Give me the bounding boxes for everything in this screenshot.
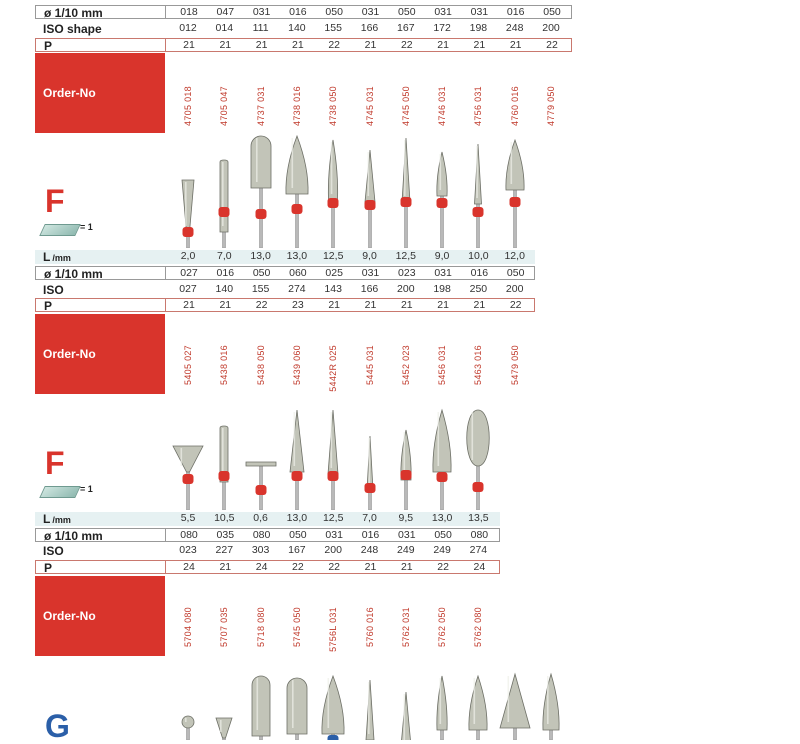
p-cell: 21 <box>328 299 341 311</box>
order-number: 4705 018 <box>183 86 193 126</box>
p-cell: 22 <box>509 299 522 311</box>
order-number: 5439 060 <box>291 345 302 385</box>
order-number: 5438 016 <box>219 345 230 385</box>
diameter-cell: 031 <box>398 529 416 541</box>
diameter-cell: 016 <box>361 529 380 541</box>
iso-row <box>165 22 572 36</box>
bur-image <box>497 672 533 740</box>
bur-image <box>170 134 206 248</box>
bur-image <box>170 404 206 510</box>
order-no-box: Order-No <box>35 314 165 394</box>
length-cell: 13,0 <box>286 512 308 524</box>
stone-icon <box>39 224 81 236</box>
p-row <box>165 560 500 574</box>
bur-image <box>315 134 351 248</box>
length-cell: 0,6 <box>253 512 268 524</box>
bur-image <box>279 404 315 510</box>
diameter-cell: 027 <box>180 267 198 279</box>
order-number: 5463 016 <box>473 345 484 385</box>
bur-image <box>388 404 424 510</box>
diameter-cell: 031 <box>325 529 343 541</box>
length-cell: 13,5 <box>468 512 489 524</box>
diameter-cell: 031 <box>361 267 380 279</box>
diameter-cell: 031 <box>434 267 452 279</box>
iso-cell: 172 <box>433 22 451 34</box>
bur-drawing <box>460 672 496 740</box>
iso-cell: 012 <box>179 22 197 34</box>
diameter-cell: 031 <box>252 6 271 18</box>
iso-cell: 227 <box>215 544 234 556</box>
bur-drawing <box>243 672 279 740</box>
order-number: 5756L 031 <box>328 607 339 652</box>
diameter-cell: 050 <box>252 267 271 279</box>
bur-drawing <box>243 404 279 510</box>
bur-image <box>497 134 533 248</box>
length-cell: 13,0 <box>431 512 453 524</box>
p-cell: 22 <box>328 561 341 573</box>
order-number: 4760 016 <box>509 86 520 126</box>
order-number: 5707 035 <box>219 607 230 647</box>
bur-drawing <box>206 404 242 510</box>
p-cell: 24 <box>255 561 268 573</box>
bur-drawing <box>206 134 242 248</box>
p-cell: 21 <box>437 39 449 51</box>
p-cell: 21 <box>219 39 232 51</box>
diameter-cell: 050 <box>434 529 452 541</box>
iso-cell: 111 <box>252 22 269 34</box>
order-number: 5452 023 <box>400 345 411 385</box>
bur-image <box>315 404 351 510</box>
diameter-cell: 018 <box>180 6 198 18</box>
diameter-cell: 016 <box>216 267 235 279</box>
iso-cell: 155 <box>324 22 342 34</box>
bur-image <box>424 672 460 740</box>
stone-icon <box>39 486 81 498</box>
iso-cell: 166 <box>360 283 379 295</box>
order-number: 5704 080 <box>183 607 193 647</box>
bur-image <box>170 672 206 740</box>
p-cell: 22 <box>437 561 449 573</box>
iso-row <box>165 283 535 297</box>
p-row <box>165 38 572 52</box>
bur-drawing <box>170 672 206 740</box>
bur-drawing <box>388 134 424 248</box>
bur-image <box>460 134 496 248</box>
bur-image <box>424 134 460 248</box>
bur-drawing <box>243 134 279 248</box>
bur-image <box>243 672 279 740</box>
bur-drawing <box>315 672 351 740</box>
iso-cell: 200 <box>324 544 342 556</box>
length-cell: 12,5 <box>395 250 417 262</box>
diameter-cell: 050 <box>325 6 343 18</box>
length-cell: 7,0 <box>216 250 232 262</box>
length-cell: 12,5 <box>322 512 344 524</box>
bur-image <box>315 672 351 740</box>
order-number: 4779 050 <box>546 86 556 126</box>
diameter-label: ø 1/10 mm <box>35 5 165 19</box>
bur-drawing <box>170 134 206 248</box>
iso-cell: 249 <box>397 544 415 556</box>
iso-cell: 166 <box>360 22 379 34</box>
grit-symbol: = 1 <box>42 222 102 238</box>
p-cell: 21 <box>509 39 522 51</box>
bur-image <box>279 672 315 740</box>
p-row <box>165 298 535 312</box>
length-cell: 13,0 <box>250 250 271 262</box>
iso-cell: 167 <box>288 544 306 556</box>
bur-drawing <box>497 134 533 248</box>
iso-cell: 274 <box>469 544 488 556</box>
iso-shape-label: ISO shape <box>43 22 102 36</box>
diameter-cell: 050 <box>398 6 416 18</box>
p-cell: 21 <box>400 561 413 573</box>
diameter-cell: 050 <box>506 267 525 279</box>
iso-cell: 014 <box>215 22 234 34</box>
diameter-row <box>165 528 500 542</box>
length-row <box>165 512 500 526</box>
bur-drawing <box>279 404 315 510</box>
bur-drawing <box>424 404 460 510</box>
bur-image <box>388 134 424 248</box>
iso-cell: 198 <box>469 22 488 34</box>
iso-cell: 274 <box>288 283 306 295</box>
bur-drawing <box>533 672 569 740</box>
order-number: 5442R 025 <box>328 345 339 392</box>
diameter-cell: 031 <box>361 6 380 18</box>
p-cell: 22 <box>546 39 558 51</box>
bur-image <box>243 134 279 248</box>
p-cell: 22 <box>255 299 268 311</box>
length-cell: 9,0 <box>362 250 377 262</box>
iso-cell: 140 <box>215 283 234 295</box>
p-cell: 21 <box>400 299 413 311</box>
bur-drawing <box>352 404 388 510</box>
bur-drawing <box>206 672 242 740</box>
diameter-cell: 023 <box>398 267 416 279</box>
order-number: 5438 050 <box>255 345 266 385</box>
p-cell: 22 <box>328 39 341 51</box>
order-number: 5405 027 <box>183 345 193 385</box>
iso-cell: 200 <box>397 283 415 295</box>
order-number: 4705 047 <box>219 86 230 126</box>
diameter-cell: 031 <box>434 6 452 18</box>
iso-label: ISO <box>43 544 64 558</box>
iso-cell: 023 <box>179 544 197 556</box>
bur-drawing <box>315 404 351 510</box>
length-cell: 9,5 <box>398 512 414 524</box>
iso-row <box>165 544 500 558</box>
length-row <box>165 250 535 264</box>
iso-cell: 200 <box>542 22 560 34</box>
bur-image <box>206 134 242 248</box>
order-number: 5762 080 <box>473 607 484 647</box>
iso-cell: 167 <box>397 22 415 34</box>
diameter-cell: 016 <box>289 6 307 18</box>
order-number: 5479 050 <box>509 345 520 385</box>
order-number: 4756 031 <box>473 86 484 126</box>
diameter-label: ø 1/10 mm <box>35 266 165 280</box>
p-cell: 21 <box>473 39 486 51</box>
bur-drawing <box>170 404 206 510</box>
diameter-cell: 080 <box>470 529 489 541</box>
p-cell: 21 <box>219 299 232 311</box>
iso-label: ISO <box>43 283 64 297</box>
p-cell: 21 <box>364 39 377 51</box>
length-cell: 10,0 <box>468 250 489 262</box>
p-cell: 21 <box>183 39 195 51</box>
p-cell: 22 <box>292 561 304 573</box>
p-cell: 21 <box>255 39 268 51</box>
length-cell: 12,5 <box>322 250 344 262</box>
order-no-box: Order-No <box>35 576 165 656</box>
order-number: 5760 016 <box>364 607 375 647</box>
diameter-cell: 016 <box>506 6 525 18</box>
grit-letter: F <box>45 445 65 481</box>
p-cell: 21 <box>364 561 377 573</box>
diameter-row <box>165 266 535 280</box>
bur-drawing <box>497 672 533 740</box>
order-number: 5762 050 <box>437 607 448 647</box>
diameter-cell: 025 <box>325 267 343 279</box>
bur-image <box>424 404 460 510</box>
bur-drawing <box>460 134 496 248</box>
diameter-cell: 031 <box>470 6 489 18</box>
bur-drawing <box>352 134 388 248</box>
bur-image <box>460 672 496 740</box>
iso-cell: 248 <box>360 544 379 556</box>
length-cell: 5,5 <box>180 512 196 524</box>
iso-cell: 143 <box>324 283 342 295</box>
iso-cell: 303 <box>251 544 270 556</box>
bur-drawing <box>388 404 424 510</box>
order-number: 4738 016 <box>291 86 302 126</box>
p-cell: 22 <box>400 39 413 51</box>
bur-image <box>279 134 315 248</box>
diameter-cell: 060 <box>289 267 307 279</box>
iso-cell: 027 <box>179 283 197 295</box>
iso-cell: 155 <box>251 283 270 295</box>
bur-image <box>352 134 388 248</box>
order-number: 4746 031 <box>437 86 448 126</box>
length-label: L /mm <box>35 512 165 526</box>
p-cell: 21 <box>219 561 232 573</box>
length-cell: 10,5 <box>214 512 235 524</box>
diameter-row <box>165 5 572 19</box>
diameter-cell: 035 <box>216 529 235 541</box>
p-cell: 23 <box>292 299 304 311</box>
length-cell: 2,0 <box>180 250 196 262</box>
grit-letter: F <box>45 183 65 219</box>
length-label: L /mm <box>35 250 165 264</box>
order-number: 5718 080 <box>255 607 266 647</box>
p-cell: 21 <box>183 299 195 311</box>
bur-drawing <box>279 672 315 740</box>
p-cell: 21 <box>473 299 486 311</box>
order-number: 5762 031 <box>400 607 411 647</box>
bur-drawing <box>352 672 388 740</box>
p-cell: 24 <box>473 561 486 573</box>
iso-cell: 249 <box>433 544 451 556</box>
diameter-cell: 080 <box>252 529 271 541</box>
bur-image <box>533 672 569 740</box>
p-cell: 21 <box>292 39 304 51</box>
bur-image <box>352 404 388 510</box>
iso-cell: 250 <box>469 283 488 295</box>
bur-drawing <box>388 672 424 740</box>
p-label: P <box>35 38 165 52</box>
diameter-cell: 050 <box>543 6 561 18</box>
bur-image <box>352 672 388 740</box>
p-label: P <box>35 298 165 312</box>
bur-drawing <box>424 134 460 248</box>
order-number: 4745 050 <box>400 86 411 126</box>
length-cell: 9,0 <box>434 250 450 262</box>
grit-symbol: = 1 <box>42 484 102 500</box>
length-cell: 13,0 <box>286 250 308 262</box>
iso-cell: 200 <box>505 283 524 295</box>
bur-drawing <box>279 134 315 248</box>
bur-drawing <box>460 404 496 510</box>
diameter-cell: 016 <box>470 267 489 279</box>
order-number: 5745 050 <box>291 607 302 647</box>
diameter-cell: 050 <box>289 529 307 541</box>
diameter-cell: 080 <box>180 529 198 541</box>
p-cell: 24 <box>183 561 195 573</box>
length-cell: 7,0 <box>362 512 377 524</box>
diameter-label: ø 1/10 mm <box>35 528 165 542</box>
order-number: 4738 050 <box>328 86 339 126</box>
order-no-box: Order-No <box>35 53 165 133</box>
order-number: 5445 031 <box>364 345 375 385</box>
bur-drawing <box>424 672 460 740</box>
bur-drawing <box>315 134 351 248</box>
order-number: 4745 031 <box>364 86 375 126</box>
p-cell: 21 <box>437 299 449 311</box>
order-number: 5456 031 <box>437 345 448 385</box>
length-cell: 12,0 <box>504 250 525 262</box>
bur-image <box>206 404 242 510</box>
grit-letter: G <box>45 708 70 744</box>
order-number: 4737 031 <box>255 86 266 126</box>
bur-image <box>388 672 424 740</box>
iso-cell: 198 <box>433 283 451 295</box>
diameter-cell: 047 <box>216 6 235 18</box>
iso-cell: 248 <box>505 22 524 34</box>
p-cell: 21 <box>364 299 377 311</box>
p-label: P <box>35 560 165 574</box>
bur-image <box>460 404 496 510</box>
bur-image <box>243 404 279 510</box>
iso-cell: 140 <box>288 22 306 34</box>
bur-image <box>206 672 242 740</box>
